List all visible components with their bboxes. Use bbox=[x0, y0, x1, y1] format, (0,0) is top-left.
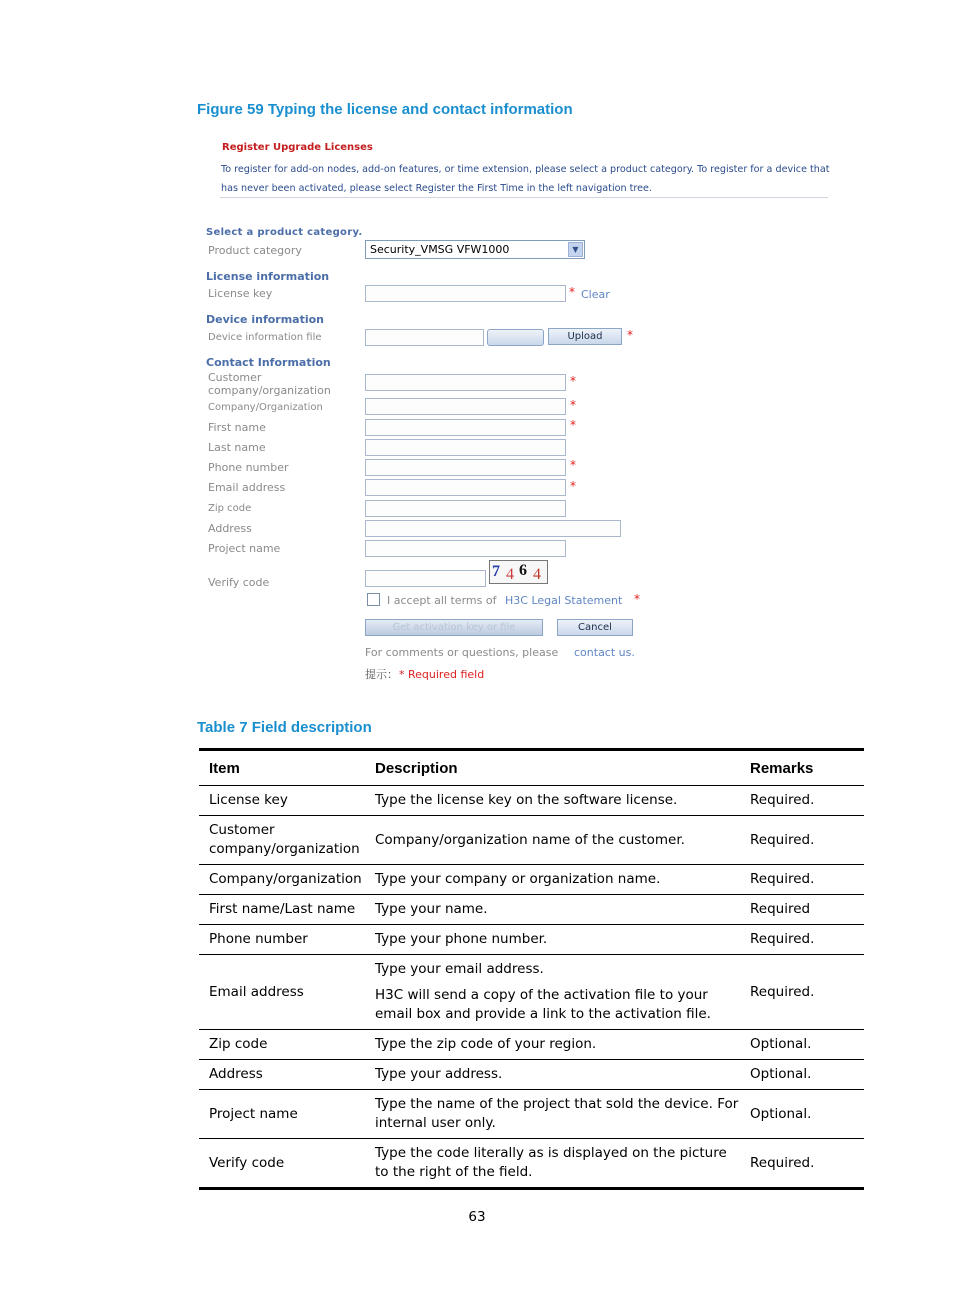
product-category-label: Product category bbox=[208, 244, 302, 257]
item-cell: License key bbox=[209, 792, 288, 808]
device-information-heading: Device information bbox=[206, 313, 325, 326]
page-number: 63 bbox=[468, 1209, 486, 1225]
accept-terms-checkbox[interactable] bbox=[367, 593, 380, 606]
remarks-cell: Required. bbox=[750, 931, 815, 947]
required-star: * bbox=[570, 418, 576, 432]
description-cell: Type your company or organization name. bbox=[375, 871, 661, 887]
chevron-down-icon[interactable]: ▼ bbox=[568, 242, 583, 257]
contact-information-heading: Contact Information bbox=[206, 356, 331, 369]
divider bbox=[220, 197, 828, 198]
first-name-input[interactable] bbox=[365, 419, 566, 436]
device-file-path-input[interactable] bbox=[365, 329, 484, 346]
license-key-input[interactable] bbox=[365, 285, 566, 302]
table-row bbox=[199, 1139, 864, 1189]
last-name-input[interactable] bbox=[365, 439, 566, 456]
remarks-cell: Optional. bbox=[750, 1036, 812, 1052]
phone-number-label: Phone number bbox=[208, 461, 289, 474]
description-cell: Type your name. bbox=[375, 901, 488, 917]
project-name-input[interactable] bbox=[365, 540, 566, 557]
table-row bbox=[199, 816, 864, 865]
table-row bbox=[199, 1060, 864, 1090]
table-row bbox=[199, 786, 864, 816]
license-registration-screenshot bbox=[200, 135, 840, 690]
address-input[interactable] bbox=[365, 520, 621, 537]
item-cell: Company/organization bbox=[209, 871, 362, 887]
customer-org-input[interactable] bbox=[365, 374, 566, 391]
email-address-input[interactable] bbox=[365, 479, 566, 496]
cancel-button[interactable]: Cancel bbox=[557, 619, 633, 636]
item-cell: Zip code bbox=[209, 1036, 268, 1052]
header-item: Item bbox=[209, 759, 240, 777]
table-caption: Table 7 Field description bbox=[197, 719, 372, 736]
item-cell: Customer company/organization bbox=[209, 822, 360, 857]
item-cell: Project name bbox=[209, 1105, 298, 1122]
accept-terms-label: I accept all terms of bbox=[387, 594, 497, 607]
table-row bbox=[199, 1030, 864, 1060]
license-key-label: License key bbox=[208, 287, 273, 300]
required-star: * bbox=[570, 374, 576, 388]
contact-us-link[interactable]: contact us. bbox=[574, 646, 635, 659]
required-star: * bbox=[627, 328, 633, 342]
description-cell: Type the name of the project that sold the device. For internal user only. bbox=[375, 1096, 739, 1131]
email-address-label: Email address bbox=[208, 481, 286, 494]
company-org-input[interactable] bbox=[365, 398, 566, 415]
product-category-value: Security_VMSG VFW1000 bbox=[370, 243, 510, 256]
zip-code-label: Zip code bbox=[208, 503, 252, 514]
captcha-image bbox=[489, 560, 548, 584]
first-name-label: First name bbox=[208, 421, 266, 434]
remarks-cell: Required. bbox=[750, 1154, 815, 1171]
field-description-table bbox=[199, 748, 864, 1190]
item-cell: Email address bbox=[209, 983, 304, 1000]
form-description: To register for add-on nodes, add-on features, or time extension, please select a product category. To register for a device that has never been activated, please select Register the First Time in the left navigation tree. bbox=[221, 164, 830, 194]
captcha-digit: 6 bbox=[519, 562, 527, 579]
table-row bbox=[199, 1090, 864, 1139]
item-cell: First name/Last name bbox=[209, 901, 356, 917]
description-cell: Type your address. bbox=[375, 1066, 503, 1082]
table-row bbox=[199, 865, 864, 895]
remarks-cell: Optional. bbox=[750, 1066, 812, 1082]
project-name-label: Project name bbox=[208, 542, 281, 555]
figure-caption: Figure 59 Typing the license and contact information bbox=[197, 101, 573, 118]
form-title: Register Upgrade Licenses bbox=[222, 142, 373, 153]
verify-code-label: Verify code bbox=[208, 576, 270, 589]
upload-button[interactable]: Upload bbox=[548, 328, 622, 345]
device-information-file-label: Device information file bbox=[208, 332, 322, 343]
last-name-label: Last name bbox=[208, 441, 266, 454]
captcha-digit: 7 bbox=[492, 563, 500, 580]
item-cell: Verify code bbox=[209, 1154, 285, 1171]
captcha-digit: 4 bbox=[506, 566, 514, 583]
item-cell: Address bbox=[209, 1066, 263, 1082]
clear-link[interactable]: Clear bbox=[581, 288, 610, 301]
description-cell: Company/organization name of the customer. bbox=[375, 831, 685, 848]
comments-text: For comments or questions, please bbox=[365, 646, 559, 659]
description-cell: Type the license key on the software license. bbox=[375, 792, 678, 808]
remarks-cell: Required. bbox=[750, 831, 815, 848]
select-category-heading: Select a product category. bbox=[206, 227, 363, 238]
remarks-cell: Optional. bbox=[750, 1105, 812, 1122]
get-activation-button[interactable]: Get activation key or file bbox=[365, 619, 543, 636]
browse-button[interactable] bbox=[487, 329, 544, 346]
remarks-cell: Required. bbox=[750, 983, 815, 1000]
item-cell: Phone number bbox=[209, 931, 308, 947]
remarks-cell: Required bbox=[750, 901, 811, 917]
header-description: Description bbox=[375, 759, 458, 777]
remarks-cell: Required. bbox=[750, 792, 815, 808]
required-star: * bbox=[570, 398, 576, 412]
table-row bbox=[199, 955, 864, 1030]
description-cell: Type the code literally as is displayed on the picture to the right of the field. bbox=[375, 1145, 727, 1180]
hint-prefix: 提示： bbox=[365, 668, 398, 681]
remarks-cell: Required. bbox=[750, 871, 815, 887]
verify-code-input[interactable] bbox=[365, 570, 486, 587]
address-label: Address bbox=[208, 522, 252, 535]
product-category-select[interactable] bbox=[365, 240, 585, 259]
required-star: * bbox=[634, 592, 640, 606]
table-row bbox=[199, 925, 864, 955]
table-row bbox=[199, 895, 864, 925]
required-star: * bbox=[570, 479, 576, 493]
customer-org-label: Customer company/organization bbox=[208, 371, 331, 397]
phone-number-input[interactable] bbox=[365, 459, 566, 476]
description-cell: Type your phone number. bbox=[375, 931, 548, 947]
required-field-note: * Required field bbox=[399, 668, 485, 681]
required-star: * bbox=[569, 285, 575, 299]
legal-statement-link[interactable]: H3C Legal Statement bbox=[505, 594, 623, 607]
captcha-digit: 4 bbox=[533, 566, 541, 583]
license-information-heading: License information bbox=[206, 270, 330, 283]
company-org-label: Company/Organization bbox=[208, 402, 323, 413]
description-cell: Type the zip code of your region. bbox=[375, 1036, 597, 1052]
description-cell: Type your email address. H3C will send a copy of the activation file to your email box and provide a link to the activation file. bbox=[375, 961, 711, 1022]
header-remarks: Remarks bbox=[750, 759, 814, 777]
table-header-row bbox=[199, 750, 864, 786]
zip-code-input[interactable] bbox=[365, 500, 566, 517]
required-star: * bbox=[570, 458, 576, 472]
